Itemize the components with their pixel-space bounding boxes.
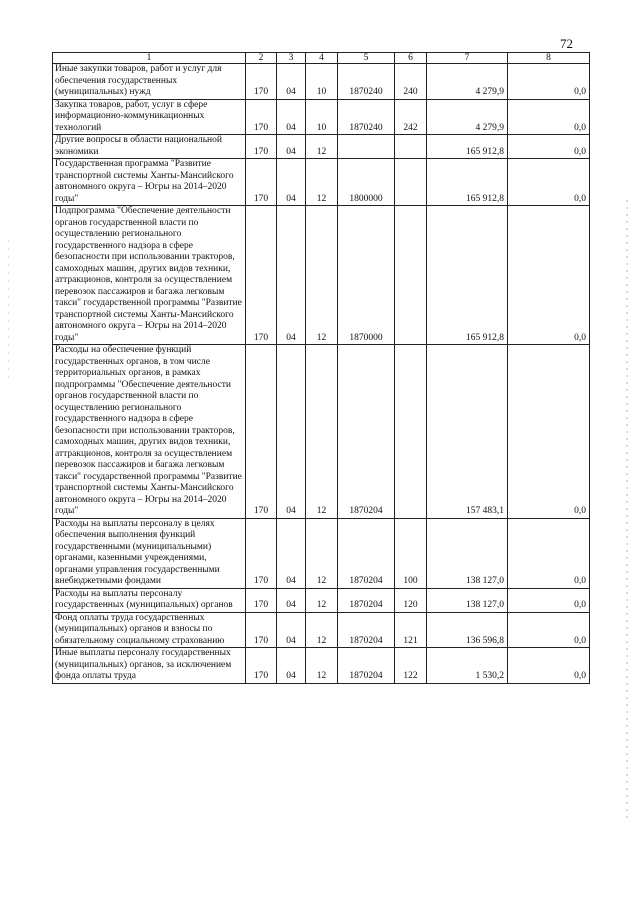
col-section: 04: [277, 159, 306, 206]
col-subsection: 12: [306, 648, 338, 684]
col-amount-2: 0,0: [508, 159, 590, 206]
header-cell-5: 5: [338, 53, 395, 64]
page-number: 72: [560, 36, 573, 51]
col-amount: 165 912,8: [427, 159, 508, 206]
col-target-article: 1870204: [338, 612, 395, 648]
col-target-article: 1870000: [338, 206, 395, 345]
table-row: [53, 64, 590, 100]
row-name: Государственная программа "Развитие транспортной системы Ханты-Мансийского автономного округа – Югры на 2014–2020 годы": [53, 159, 246, 206]
col-expense-type: 121: [395, 612, 427, 648]
row-name: Иные выплаты персоналу государственных (муниципальных) органов, за исключением фонда оплаты труда: [53, 648, 246, 684]
col-target-article: 1870204: [338, 518, 395, 588]
table-row: [53, 99, 590, 135]
header-cell-2: 2: [246, 53, 277, 64]
col-target-article: [338, 135, 395, 159]
col-section: 04: [277, 518, 306, 588]
col-subsection: 12: [306, 135, 338, 159]
col-amount-2: 0,0: [508, 64, 590, 100]
col-expense-type: [395, 206, 427, 345]
col-amount-2: 0,0: [508, 345, 590, 519]
col-expense-type: 242: [395, 99, 427, 135]
header-row: [53, 53, 590, 64]
col-expense-type: [395, 345, 427, 519]
col-subsection: 10: [306, 64, 338, 100]
col-amount: 4 279,9: [427, 64, 508, 100]
col-amount-2: 0,0: [508, 135, 590, 159]
col-amount: 138 127,0: [427, 518, 508, 588]
col-subsection: 12: [306, 206, 338, 345]
col-section: 04: [277, 648, 306, 684]
col-section: 04: [277, 99, 306, 135]
col-section: 04: [277, 135, 306, 159]
col-section: 04: [277, 64, 306, 100]
col-admin-code: 170: [246, 518, 277, 588]
col-expense-type: [395, 135, 427, 159]
table-row: [53, 206, 590, 345]
col-subsection: 12: [306, 518, 338, 588]
col-section: 04: [277, 588, 306, 612]
col-subsection: 12: [306, 612, 338, 648]
header-cell-8: 8: [508, 53, 590, 64]
col-admin-code: 170: [246, 159, 277, 206]
row-name: Расходы на обеспечение функций государственных органов, в том числе территориальных органов, в рамках подпрограммы "Обеспечение деятельности органов государственной власти по осуществлению регионального государственного надзора в сфере безопасности при использовании тракторов, самоходных машин, других видов техники, аттракционов, контроля за осуществлением перевозок пассажиров и багажа легковым такси" государственной программы "Развитие транспортной системы Ханты-Мансийского автономного округа – Югры на 2014–2020 годы": [53, 345, 246, 519]
col-amount: 157 483,1: [427, 345, 508, 519]
col-admin-code: 170: [246, 99, 277, 135]
col-target-article: 1870204: [338, 648, 395, 684]
col-section: 04: [277, 612, 306, 648]
col-expense-type: 100: [395, 518, 427, 588]
col-amount: 136 596,8: [427, 612, 508, 648]
header-cell-4: 4: [306, 53, 338, 64]
header-cell-1: 1: [53, 53, 246, 64]
table-row: [53, 518, 590, 588]
row-name: Подпрограмма "Обеспечение деятельности органов государственной власти по осуществлению регионального государственного надзора в сфере безопасности при использовании тракторов, самоходных машин, других видов техники, аттракционов, контроля за осуществлением перевозок пассажиров и багажа легковым такси" государственной программы "Развитие транспортной системы Ханты-Мансийского автономного округа – Югры на 2014–2020 годы": [53, 206, 246, 345]
row-name: Расходы на выплаты персоналу в целях обеспечения выполнения функций государственными (муниципальными) органами, казенными учреждениями, органами управления государственными внебюджетными фондами: [53, 518, 246, 588]
col-target-article: 1870204: [338, 588, 395, 612]
col-amount-2: 0,0: [508, 518, 590, 588]
col-target-article: 1800000: [338, 159, 395, 206]
col-amount-2: 0,0: [508, 648, 590, 684]
col-amount: 165 912,8: [427, 135, 508, 159]
col-target-article: 1870240: [338, 64, 395, 100]
col-amount-2: 0,0: [508, 612, 590, 648]
col-amount: 1 530,2: [427, 648, 508, 684]
col-admin-code: 170: [246, 648, 277, 684]
col-amount: 165 912,8: [427, 206, 508, 345]
col-admin-code: 170: [246, 135, 277, 159]
table-row: [53, 135, 590, 159]
table-row: [53, 612, 590, 648]
col-amount-2: 0,0: [508, 588, 590, 612]
col-subsection: 10: [306, 99, 338, 135]
col-admin-code: 170: [246, 588, 277, 612]
budget-table: [52, 52, 590, 684]
row-name: Фонд оплаты труда государственных (муниципальных) органов и взносы по обязательному социальному страхованию: [53, 612, 246, 648]
col-subsection: 12: [306, 345, 338, 519]
col-target-article: 1870240: [338, 99, 395, 135]
col-admin-code: 170: [246, 345, 277, 519]
header-cell-6: 6: [395, 53, 427, 64]
col-admin-code: 170: [246, 612, 277, 648]
col-target-article: 1870204: [338, 345, 395, 519]
col-amount-2: 0,0: [508, 206, 590, 345]
col-subsection: 12: [306, 588, 338, 612]
budget-table-container: [52, 52, 590, 684]
table-row: [53, 345, 590, 519]
col-expense-type: 120: [395, 588, 427, 612]
col-expense-type: 240: [395, 64, 427, 100]
row-name: Закупка товаров, работ, услуг в сфере информационно-коммуникационных технологий: [53, 99, 246, 135]
row-name: Расходы на выплаты персоналу государственных (муниципальных) органов: [53, 588, 246, 612]
table-row: [53, 588, 590, 612]
table-row: [53, 648, 590, 684]
header-cell-3: 3: [277, 53, 306, 64]
row-name: Другие вопросы в области национальной экономики: [53, 135, 246, 159]
col-section: 04: [277, 345, 306, 519]
row-name: Иные закупки товаров, работ и услуг для обеспечения государственных (муниципальных) нужд: [53, 64, 246, 100]
col-admin-code: 170: [246, 64, 277, 100]
col-expense-type: 122: [395, 648, 427, 684]
col-amount-2: 0,0: [508, 99, 590, 135]
scan-edge-marks-left: [8, 240, 9, 380]
col-amount: 4 279,9: [427, 99, 508, 135]
scan-edge-marks: [626, 200, 628, 820]
col-subsection: 12: [306, 159, 338, 206]
table-row: [53, 159, 590, 206]
header-cell-7: 7: [427, 53, 508, 64]
col-expense-type: [395, 159, 427, 206]
col-admin-code: 170: [246, 206, 277, 345]
col-section: 04: [277, 206, 306, 345]
col-amount: 138 127,0: [427, 588, 508, 612]
